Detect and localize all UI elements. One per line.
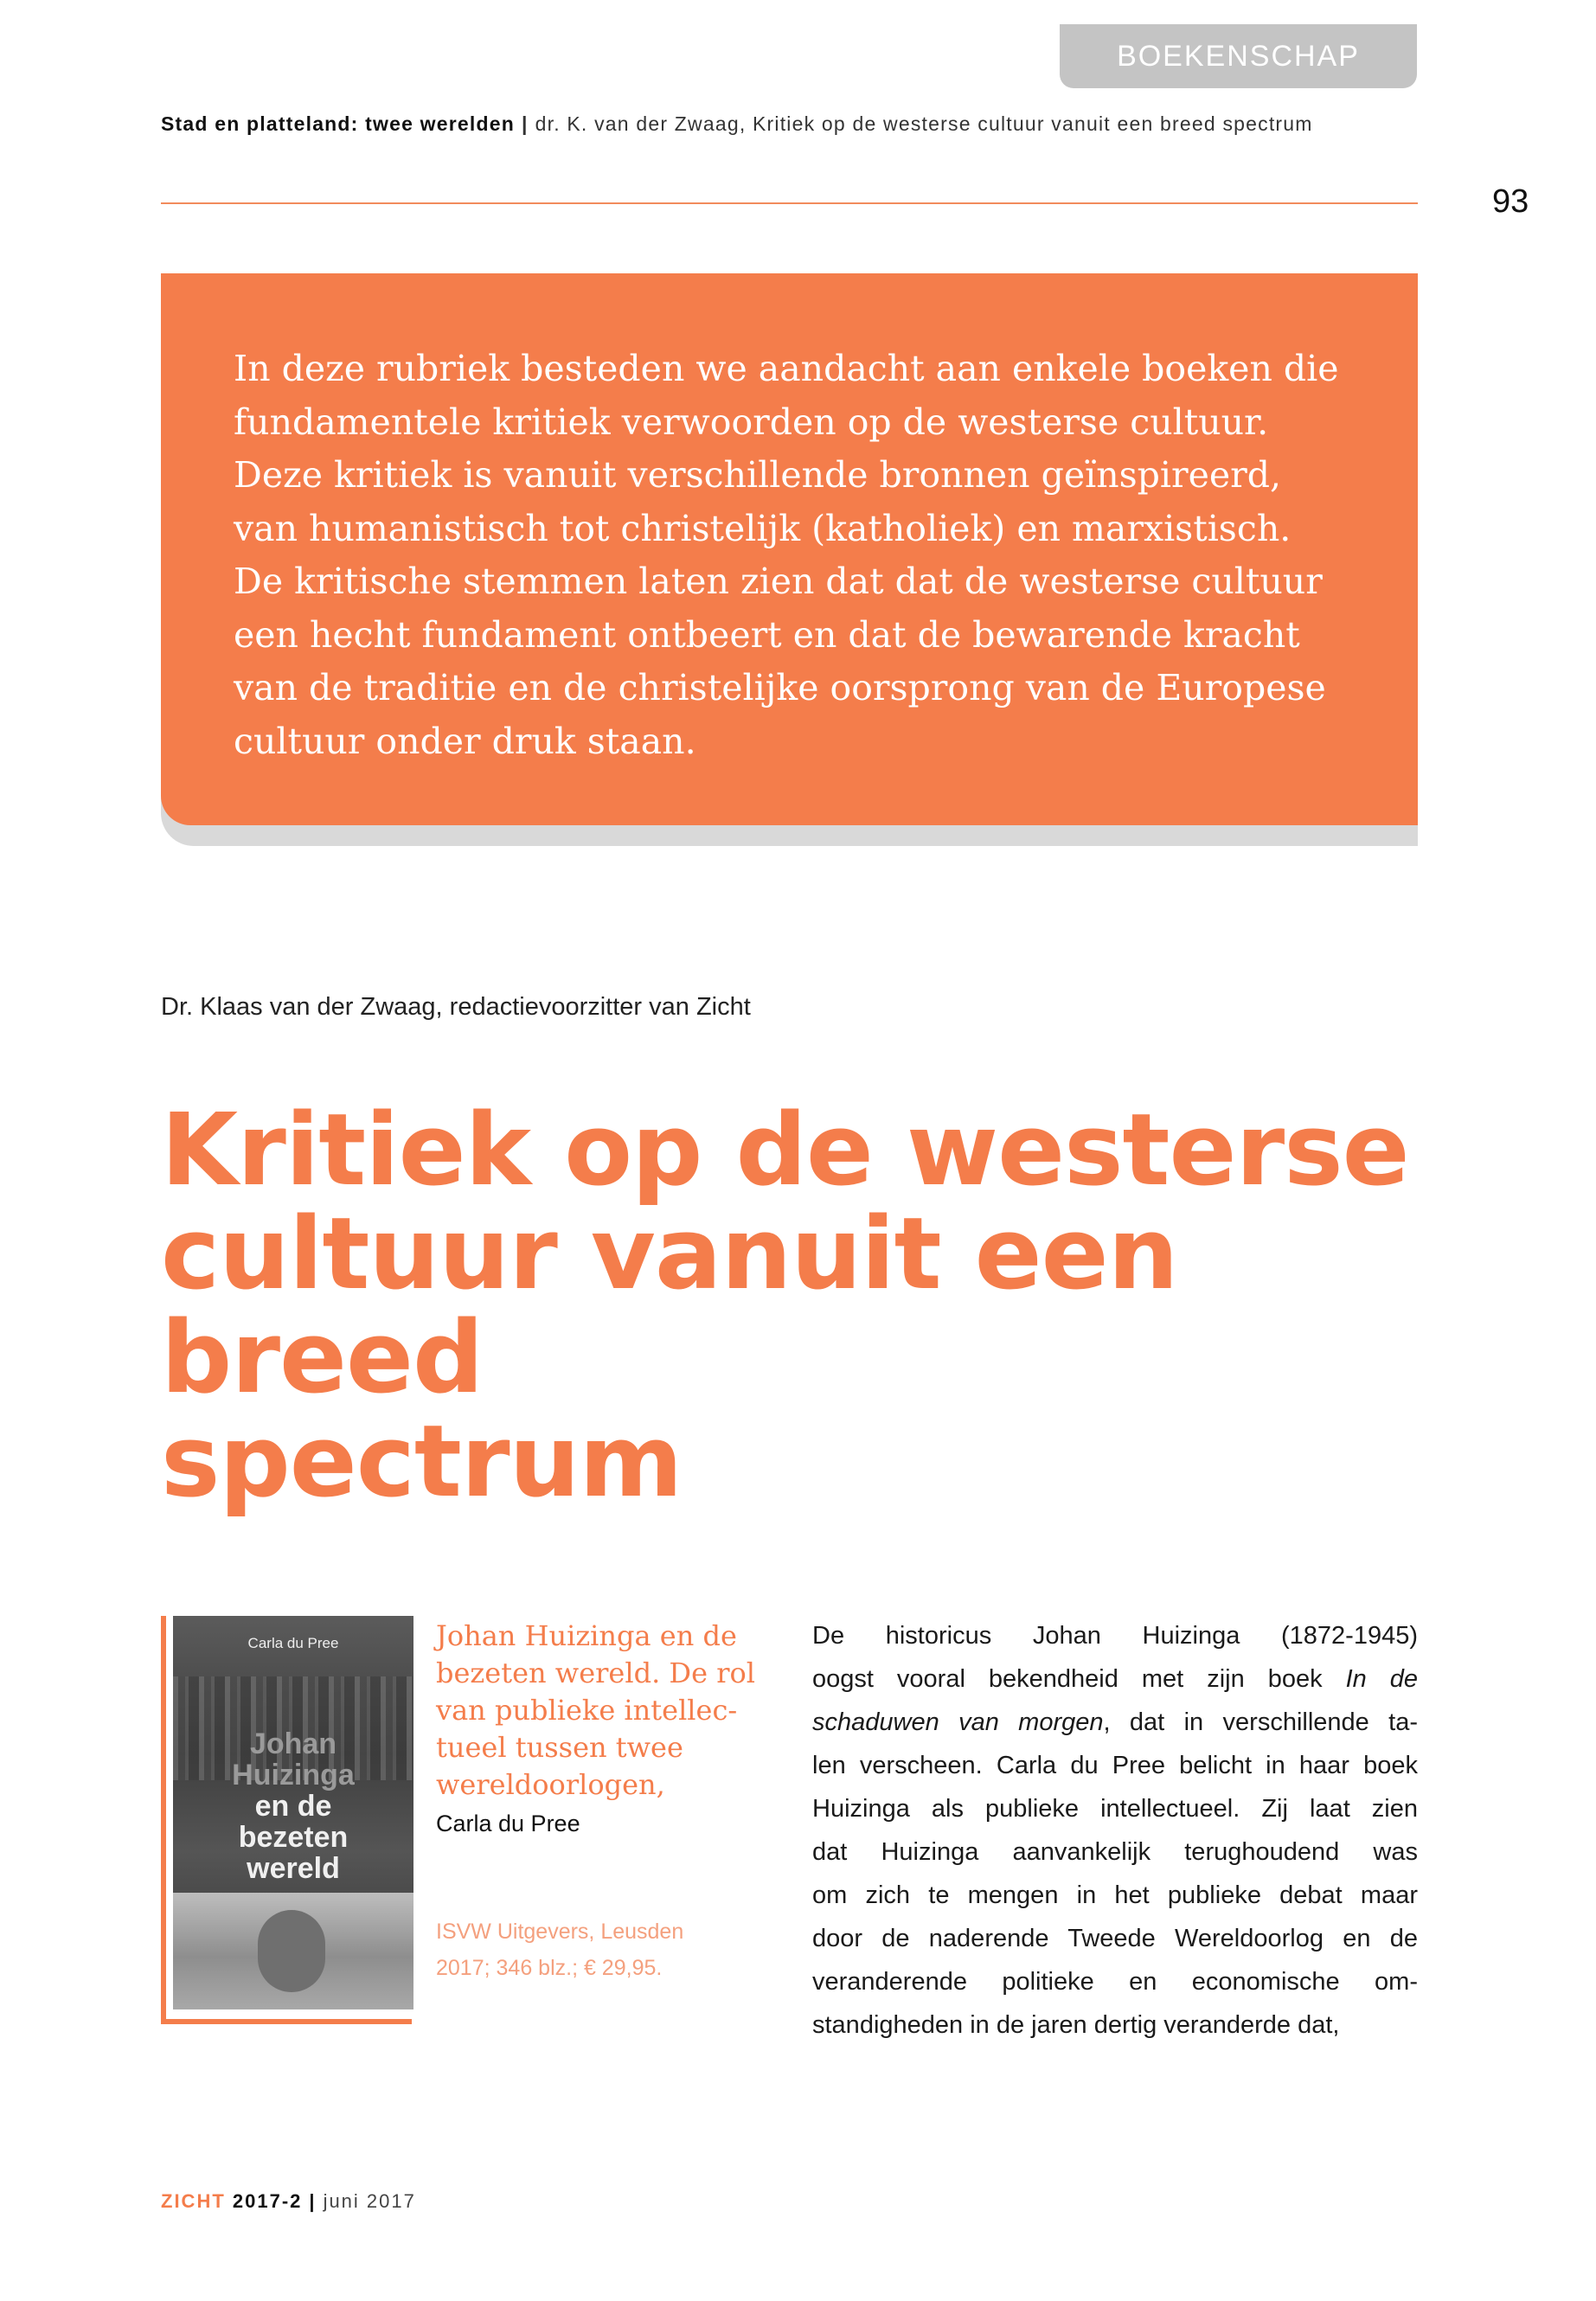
body-line: door de naderende Tweede Wereldoorlog en de [812, 1925, 1418, 1952]
cover-portrait [173, 1893, 413, 2009]
book-title [436, 1618, 782, 1804]
intro-line: fundamentele kritiek verwoorden op de westerse cultuur. [234, 401, 1269, 443]
cover-title-line: Johan [249, 1727, 337, 1760]
running-head [161, 112, 1424, 136]
article-headline [161, 1093, 1424, 1520]
body-line: Huizinga als publieke intellectueel. Zij laat zien [812, 1795, 1418, 1823]
cover-title-line: en de [254, 1790, 332, 1823]
intro-box [161, 273, 1418, 825]
portrait-face [258, 1910, 325, 1992]
cover-author: Carla du Pree [247, 1635, 339, 1651]
headline-line: cultuur vanuit een breed [161, 1196, 1178, 1416]
intro-text [234, 343, 1358, 768]
series-title: Stad en platteland: twee werelden [161, 112, 515, 135]
intro-line: De kritische stemmen laten zien dat dat de westerse cultuur [234, 561, 1323, 602]
book-cover-image [161, 1616, 412, 2024]
book-title-line: bezeten wereld. De rol [436, 1657, 755, 1689]
footer-date: juni 2017 [323, 2190, 416, 2212]
article-body [812, 1614, 1418, 2047]
body-line: len verscheen. Carla du Pree belicht in haar boek [812, 1752, 1418, 1779]
book-title-line: Johan Huizinga en de [436, 1619, 737, 1652]
author-byline: Dr. Klaas van der Zwaag, redactievoorzitter van Zicht [161, 993, 751, 1021]
intro-line: cultuur onder druk staan. [234, 720, 696, 762]
page-footer [161, 2190, 416, 2213]
book-title-line: wereldoorlogen, [436, 1768, 665, 1801]
cover-title-line: wereld [247, 1852, 340, 1885]
intro-line: Deze kritiek is vanuit verschillende bronnen geïnspireerd, [234, 454, 1282, 496]
intro-line: van de traditie en de christelijke oorsprong van de Europese [234, 667, 1326, 708]
header-rule [161, 202, 1418, 204]
body-line [812, 1701, 1418, 1744]
body-line: om zich te mengen in het publieke debat maar [812, 1881, 1418, 1909]
footer-separator: | [309, 2190, 317, 2212]
page-number: 93 [1492, 183, 1529, 220]
article-reference: dr. K. van der Zwaag, Kritiek op de westerse cultuur vanuit een breed spectrum [535, 112, 1313, 135]
publisher-line: 2017; 346 blz.; € 29,95. [436, 1956, 663, 1980]
section-tab: BOEKENSCHAP [1060, 24, 1417, 88]
intro-line: een hecht fundament ontbeert en dat de bewarende kracht [234, 613, 1300, 656]
cover-title-line: bezeten [238, 1821, 349, 1854]
book-title-reference: In de [1345, 1665, 1419, 1693]
footer-brand: ZICHT [161, 2190, 226, 2212]
body-line [812, 1657, 1418, 1701]
intro-line: van humanistisch tot christelijk (katholiek) en marxistisch. [234, 507, 1292, 549]
cover-title-line: Huizinga [232, 1759, 355, 1791]
book-publisher-info [436, 1913, 721, 1986]
body-line: standigheden in de jaren dertig veranderde dat, [812, 2011, 1340, 2039]
book-cover-art [173, 1616, 413, 2009]
cover-title [173, 1728, 413, 1884]
body-line: dat Huizinga aanvankelijk terughoudend was [812, 1838, 1418, 1866]
headline-line: Kritiek op de westerse [161, 1093, 1409, 1208]
body-text-run: , dat in verschillende ta- [1103, 1708, 1418, 1736]
body-line: veranderende politieke en economische om- [812, 1968, 1418, 1996]
running-head-separator: | [521, 112, 529, 135]
footer-issue: 2017-2 [232, 2190, 303, 2212]
body-text-run: oogst vooral bekendheid met zijn boek [812, 1665, 1346, 1693]
intro-line: In deze rubriek besteden we aandacht aan enkele boeken die [234, 348, 1339, 389]
publisher-line: ISVW Uitgevers, Leusden [436, 1920, 684, 1944]
book-author: Carla du Pree [436, 1811, 580, 1836]
headline-line: spectrum [161, 1404, 683, 1520]
book-title-line: tueel tussen twee [436, 1731, 683, 1764]
book-title-reference: schaduwen van morgen [812, 1708, 1104, 1736]
book-title-line: van publieke intellec- [436, 1694, 738, 1727]
body-line: De historicus Johan Huizinga (1872-1945) [812, 1622, 1418, 1650]
